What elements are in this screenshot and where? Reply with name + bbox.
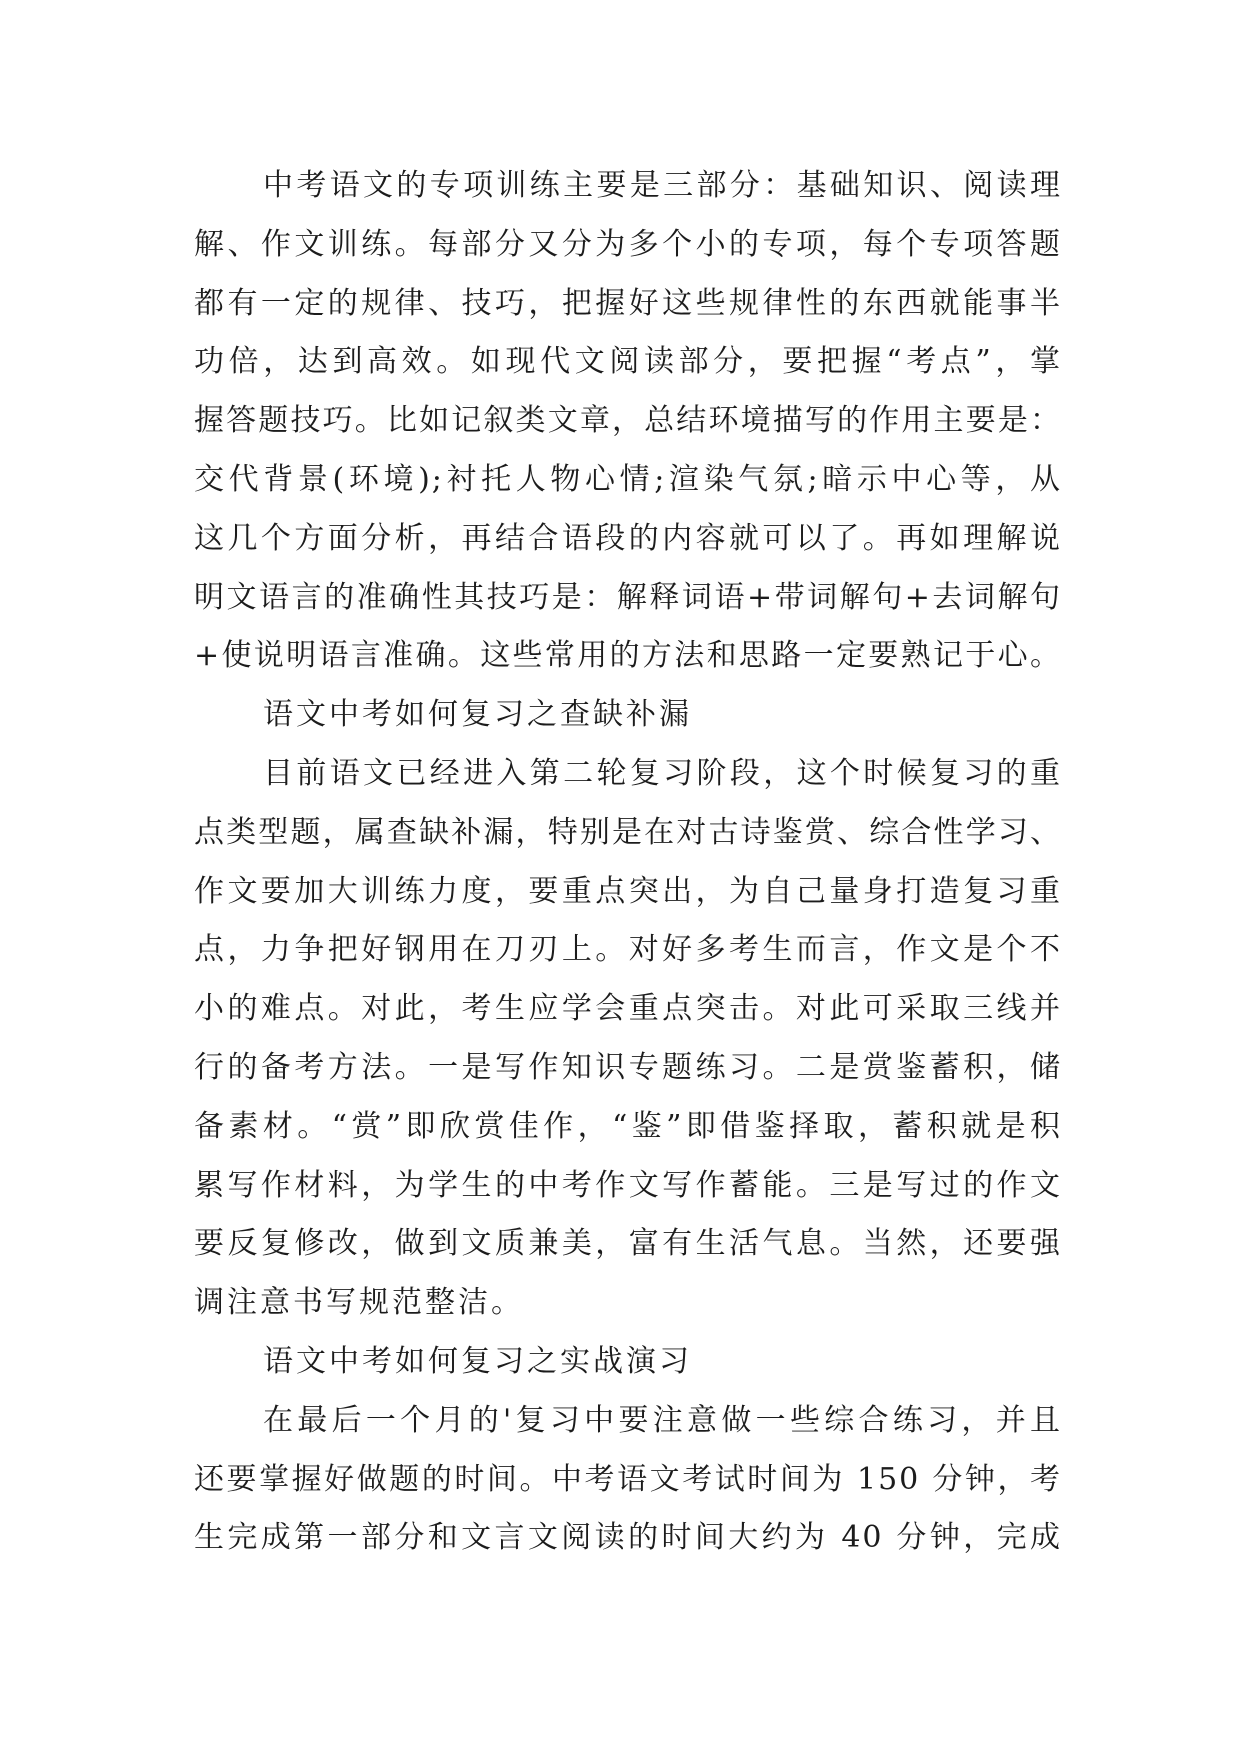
paragraph-practice	[194, 1392, 1062, 1568]
text-line: 还要掌握好做题的时间。中考语文考试时间为 150 分钟，考	[194, 1461, 1062, 1497]
text-line: 生完成第一部分和文言文阅读的时间大约为 40 分钟，完成	[194, 1520, 1062, 1556]
text-line: 中考语文的专项训练主要是三部分：基础知识、阅读理	[263, 168, 1062, 203]
text-line: 目前语文已经进入第二轮复习阶段，这个时候复习的重	[263, 755, 1062, 791]
document-body	[194, 157, 1062, 1568]
text-line: 调注意书写规范整洁。	[194, 1285, 524, 1321]
paragraph-gap-filling	[194, 745, 1062, 1333]
text-line: 行的备考方法。一是写作知识专题练习。二是赏鉴蓄积，储	[194, 1049, 1062, 1085]
section-heading: 语文中考如何复习之实战演习	[263, 1343, 692, 1379]
section-heading: 语文中考如何复习之查缺补漏	[263, 697, 692, 733]
paragraph-exam-training	[194, 157, 1062, 686]
text-line: 都有一定的规律、技巧，把握好这些规律性的东西就能事半	[194, 285, 1062, 321]
text-line: 要反复修改，做到文质兼美，富有生活气息。当然，还要强	[194, 1226, 1062, 1262]
text-line: 累写作材料，为学生的中考作文写作蓄能。三是写过的作文	[194, 1167, 1062, 1203]
text-line: 在最后一个月的'复习中要注意做一些综合练习，并且	[263, 1402, 1062, 1438]
text-line: 握答题技巧。比如记叙类文章，总结环境描写的作用主要是：	[194, 403, 1062, 439]
text-line: 点类型题，属查缺补漏，特别是在对古诗鉴赏、综合性学习、	[194, 814, 1062, 850]
section-heading-practice	[194, 1333, 1062, 1392]
text-line: 小的难点。对此，考生应学会重点突击。对此可采取三线并	[194, 991, 1062, 1027]
text-line: 解、作文训练。每部分又分为多个小的专项，每个专项答题	[194, 226, 1062, 262]
text-line: 这几个方面分析，再结合语段的内容就可以了。再如理解说	[194, 520, 1062, 556]
text-line: 明文语言的准确性其技巧是：解释词语+带词解句+去词解句	[194, 579, 1062, 615]
text-line: 备素材。“赏”即欣赏佳作，“鉴”即借鉴择取，蓄积就是积	[194, 1108, 1062, 1144]
text-line: 交代背景(环境);衬托人物心情;渲染气氛;暗示中心等，从	[194, 461, 1062, 497]
text-line: 功倍，达到高效。如现代文阅读部分，要把握“考点”，掌	[194, 344, 1062, 380]
text-line: +使说明语言准确。这些常用的方法和思路一定要熟记于心。	[194, 638, 1062, 674]
text-line: 作文要加大训练力度，要重点突出，为自己量身打造复习重	[194, 873, 1062, 909]
text-line: 点，力争把好钢用在刀刃上。对好多考生而言，作文是个不	[194, 932, 1062, 968]
section-heading-gap-filling	[194, 686, 1062, 745]
